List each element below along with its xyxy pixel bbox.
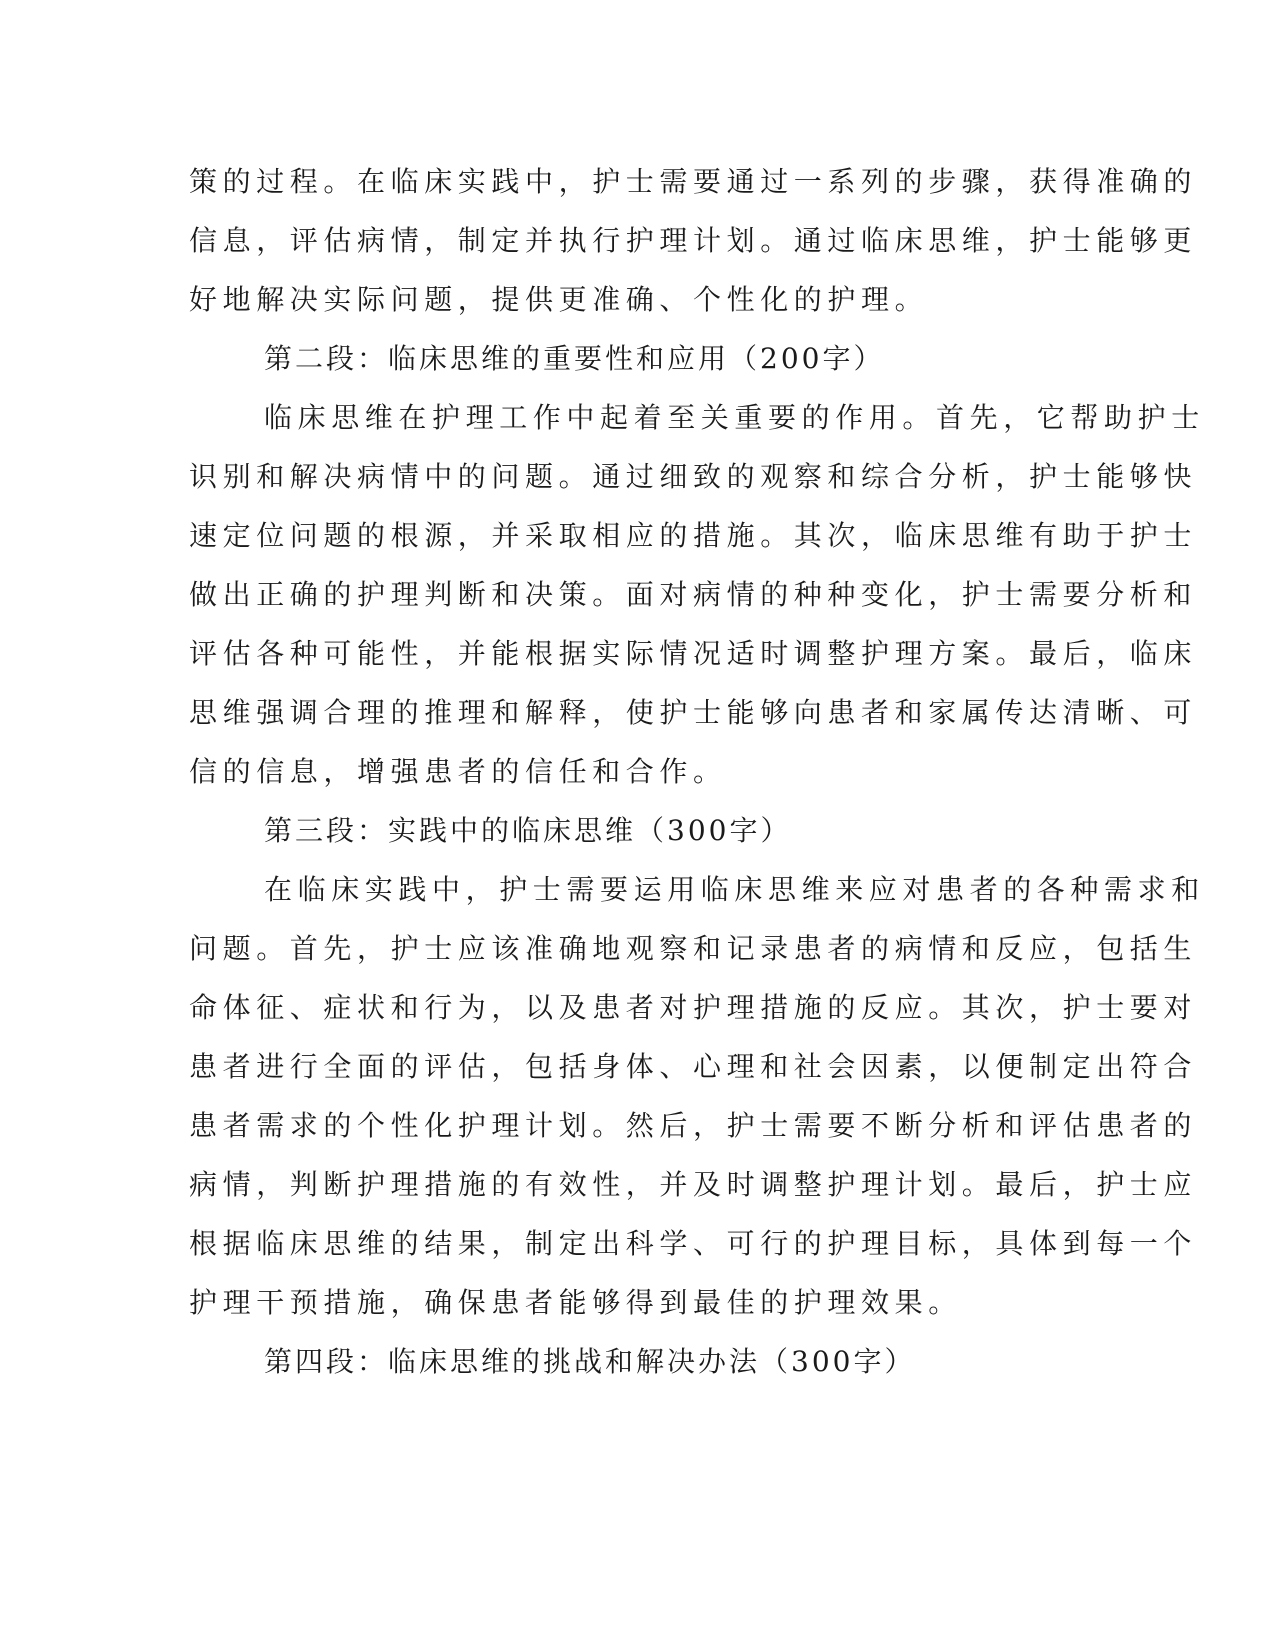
paragraph-line: 识别和解决病情中的问题。通过细致的观察和综合分析，护士能够快 bbox=[189, 460, 1198, 493]
paragraph-line: 患者进行全面的评估，包括身体、心理和社会因素，以便制定出符合 bbox=[189, 1050, 1198, 1083]
paragraph-line: 根据临床思维的结果，制定出科学、可行的护理目标，具体到每一个 bbox=[189, 1227, 1198, 1260]
paragraph-line: 护理干预措施，确保患者能够得到最佳的护理效果。 bbox=[189, 1286, 962, 1319]
paragraph-line: 评估各种可能性，并能根据实际情况适时调整护理方案。最后，临床 bbox=[189, 637, 1198, 670]
paragraph-line: 思维强调合理的推理和解释，使护士能够向患者和家属传达清晰、可 bbox=[189, 696, 1198, 729]
paragraph-line: 问题。首先，护士应该准确地观察和记录患者的病情和反应，包括生 bbox=[189, 932, 1198, 965]
paragraph-line: 在临床实践中，护士需要运用临床思维来应对患者的各种需求和 bbox=[264, 873, 1205, 906]
paragraph-line: 好地解决实际问题，提供更准确、个性化的护理。 bbox=[189, 283, 929, 316]
paragraph-line: 策的过程。在临床实践中，护士需要通过一系列的步骤，获得准确的 bbox=[189, 165, 1198, 198]
paragraph-line: 做出正确的护理判断和决策。面对病情的种种变化，护士需要分析和 bbox=[189, 578, 1198, 611]
section-heading-2: 第二段：临床思维的重要性和应用（200字） bbox=[264, 342, 885, 375]
paragraph-line: 信的信息，增强患者的信任和合作。 bbox=[189, 755, 727, 788]
paragraph-line: 患者需求的个性化护理计划。然后，护士需要不断分析和评估患者的 bbox=[189, 1109, 1198, 1142]
paragraph-line: 临床思维在护理工作中起着至关重要的作用。首先，它帮助护士 bbox=[264, 401, 1205, 434]
paragraph-line: 信息，评估病情，制定并执行护理计划。通过临床思维，护士能够更 bbox=[189, 224, 1198, 257]
paragraph-line: 病情，判断护理措施的有效性，并及时调整护理计划。最后，护士应 bbox=[189, 1168, 1198, 1201]
paragraph-line: 命体征、症状和行为，以及患者对护理措施的反应。其次，护士要对 bbox=[189, 991, 1198, 1024]
section-heading-3: 第三段：实践中的临床思维（300字） bbox=[264, 814, 792, 847]
paragraph-line: 速定位问题的根源，并采取相应的措施。其次，临床思维有助于护士 bbox=[189, 519, 1198, 552]
section-heading-4: 第四段：临床思维的挑战和解决办法（300字） bbox=[264, 1345, 916, 1378]
